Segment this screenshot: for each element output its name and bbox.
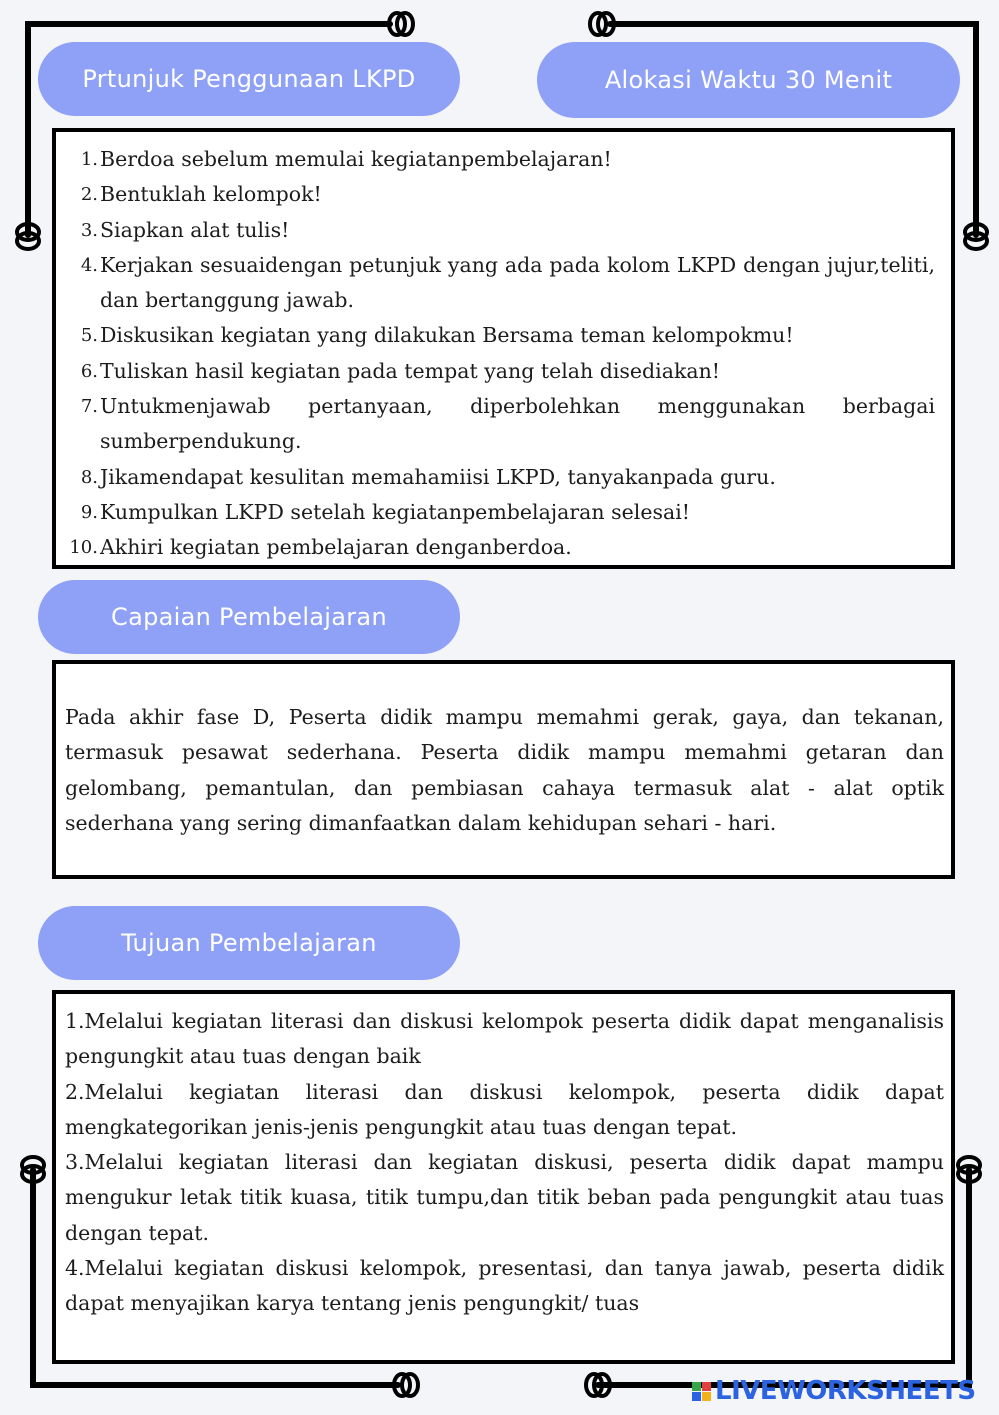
logo-cubes-icon — [692, 1382, 711, 1401]
list-item: 10. Akhiri kegiatan pembelajaran denganberdoa. — [69, 535, 572, 560]
achievement-box — [52, 660, 955, 879]
objective-item: 1.Melalui kegiatan literasi dan diskusi kelompok peserta didik dapat menganalisis pengungkit atau tuas dengan baik — [65, 1009, 944, 1069]
achievement-header: Capaian Pembelajaran — [38, 580, 460, 654]
objective-item: 4.Melalui kegiatan diskusi kelompok, presentasi, dan tanya jawab, peserta didik dapat menyajikan karya tentang jenis pengungkit/ tuas — [65, 1256, 944, 1316]
objective-item: 3.Melalui kegiatan literasi dan kegiatan diskusi, peserta didik dapat mampu mengukur letak titik kuasa, titik tumpu,dan titik beban pada pengungkit atau tuas dengan tepat. — [65, 1150, 944, 1245]
achievement-text: Pada akhir fase D, Peserta didik mampu memahmi gerak, gaya, dan tekanan, termasuk pesawat sederhana. Peserta didik mampu memahmi getaran dan gelombang, pemantulan, dan pembiasan cahaya termasuk alat - alat optik sederhana yang sering dimanfaatkan dalam kehidupan sehari - hari. — [65, 705, 944, 836]
list-item: 3. Siapkan alat tulis! — [80, 217, 290, 242]
objectives-box — [52, 990, 955, 1364]
list-item: 1. Berdoa sebelum memulai kegiatanpembelajaran! — [80, 147, 612, 171]
list-item: 6. Tuliskan hasil kegiatan pada tempat yang telah disediakan! — [80, 358, 721, 383]
list-item: 4. Kerjakan sesuaidengan petunjuk yang ada pada kolom LKPD dengan jujur,teliti, dan bertanggung jawab. — [80, 252, 935, 313]
objective-item: 2.Melalui kegiatan literasi dan diskusi kelompok, peserta didik dapat mengkategorikan jenis-jenis pengungkit atau tuas dengan tepat. — [65, 1079, 944, 1139]
list-item: 5. Diskusikan kegiatan yang dilakukan Bersama teman kelompokmu! — [80, 323, 794, 348]
list-item: 7. Untukmenjawab pertanyaan, diperbolehkan menggunakan berbagai sumberpendukung. — [80, 394, 935, 454]
logo-text: LIVEWORKSHEETS — [715, 1376, 976, 1406]
list-item: 2. Bentuklah kelompok! — [80, 182, 322, 207]
liveworksheets-logo — [692, 1374, 976, 1408]
instructions-list — [60, 142, 935, 566]
time-allocation-header: Alokasi Waktu 30 Menit — [537, 42, 960, 118]
instructions-box — [52, 128, 955, 569]
list-item: 9. Kumpulkan LKPD setelah kegiatanpembelajaran selesai! — [80, 499, 690, 524]
list-item: 8. Jikamendapat kesulitan memahamiisi LKPD, tanyakanpada guru. — [80, 464, 776, 489]
instructions-header: Prtunjuk Penggunaan LKPD — [38, 42, 460, 116]
objectives-header: Tujuan Pembelajaran — [38, 906, 460, 980]
